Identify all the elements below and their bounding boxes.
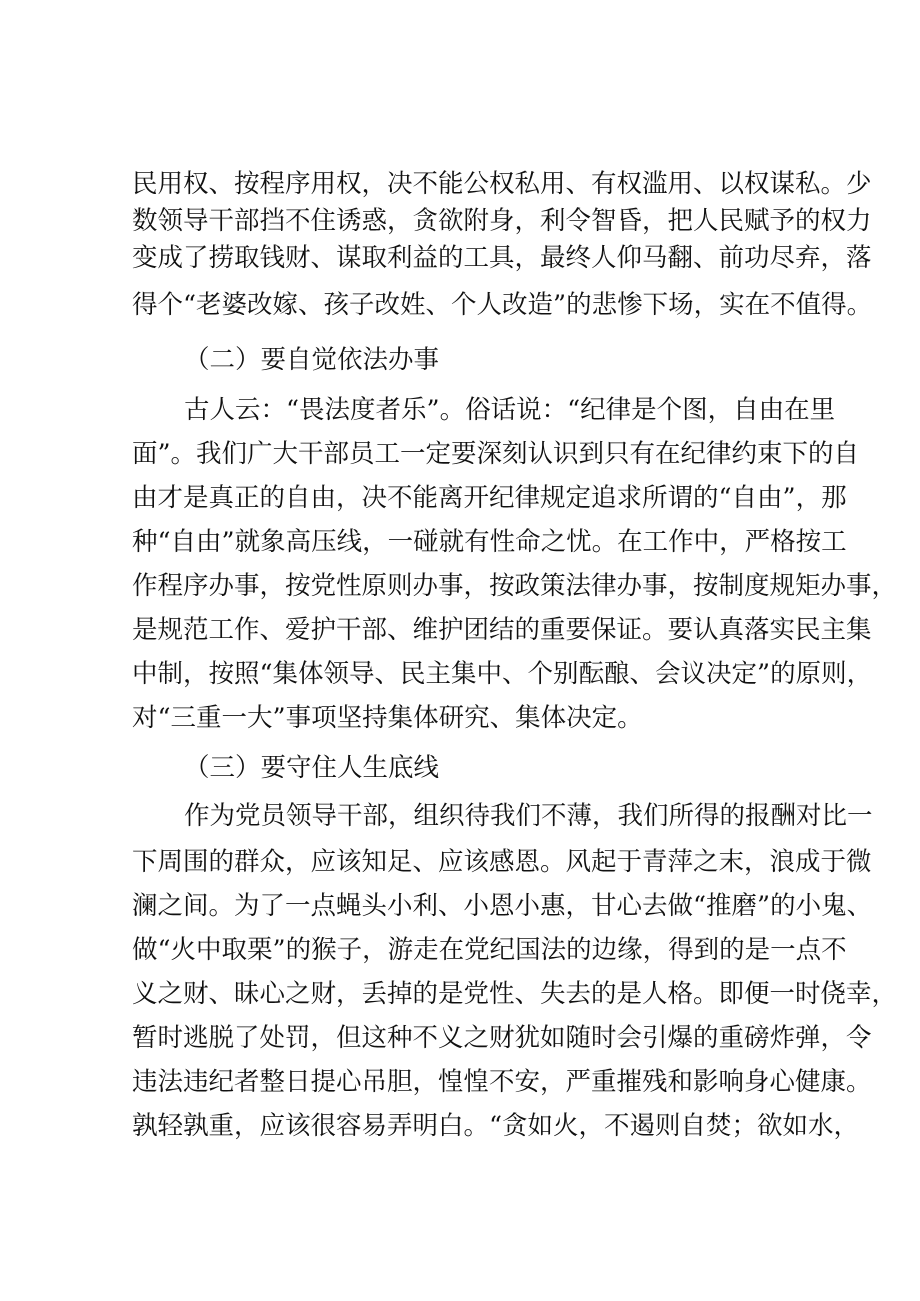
paragraph-2-line-3: 由才是真正的自由，决不能离开纪律规定追求所谓的“自由”，那 xyxy=(132,483,847,513)
section-heading-2: （二）要自觉依法办事 xyxy=(184,345,440,375)
paragraph-1-line-3: 变成了捞取钱财、谋取利益的工具，最终人仰马翻、前功尽弃，落 xyxy=(132,243,872,273)
paragraph-3-line-8: 孰轻孰重，应该很容易弄明白。“贪如火，不遏则自焚；欲如水， xyxy=(132,1111,860,1141)
paragraph-2-line-8: 对“三重一大”事项坚持集体研究、集体决定。 xyxy=(132,703,643,733)
paragraph-1-line-2: 数领导干部挡不住诱惑，贪欲附身，利令智昏，把人民赋予的权力 xyxy=(132,206,872,236)
paragraph-3-line-5: 义之财、昧心之财，丢掉的是党性、失去的是人格。即便一时侥幸， xyxy=(132,979,898,1009)
paragraph-3-line-2: 下周围的群众，应该知足、应该感恩。风起于青萍之末，浪成于微 xyxy=(132,847,872,877)
paragraph-3-line-4: 做“火中取栗”的猴子，游走在党纪国法的边缘，得到的是一点不 xyxy=(132,935,847,965)
paragraph-3-line-3: 澜之间。为了一点蝇头小利、小恩小惠，甘心去做“推磨”的小鬼、 xyxy=(132,891,873,921)
paragraph-2-line-2: 面”。我们广大干部员工一定要深刻认识到只有在纪律约束下的自 xyxy=(132,439,860,469)
paragraph-3-line-6: 暂时逃脱了处罚，但这种不义之财犹如随时会引爆的重磅炸弹，令 xyxy=(132,1023,872,1053)
section-heading-3: （三）要守住人生底线 xyxy=(184,753,440,783)
paragraph-2-line-7: 中制，按照“集体领导、民主集中、个别酝酿、会议决定”的原则， xyxy=(132,659,873,689)
paragraph-2-line-5: 作程序办事，按党性原则办事，按政策法律办事，按制度规矩办事， xyxy=(132,571,898,601)
paragraph-2-line-4: 种“自由”就象高压线，一碰就有性命之忧。在工作中，严格按工 xyxy=(132,527,847,557)
paragraph-2-line-1: 古人云：“畏法度者乐”。俗话说：“纪律是个图，自由在里 xyxy=(184,395,836,425)
paragraph-1-line-4: 得个“老婆改嫁、孩子改姓、个人改造”的悲惨下场，实在不值得。 xyxy=(132,290,873,320)
paragraph-1-line-1: 民用权、按程序用权，决不能公权私用、有权滥用、以权谋私。少 xyxy=(132,169,872,199)
paragraph-3-line-7: 违法违纪者整日提心吊胆，惶惶不安，严重摧残和影响身心健康。 xyxy=(132,1067,872,1097)
paragraph-2-line-6: 是规范工作、爱护干部、维护团结的重要保证。要认真落实民主集 xyxy=(132,615,872,645)
paragraph-3-line-1: 作为党员领导干部，组织待我们不薄，我们所得的报酬对比一 xyxy=(184,801,873,831)
